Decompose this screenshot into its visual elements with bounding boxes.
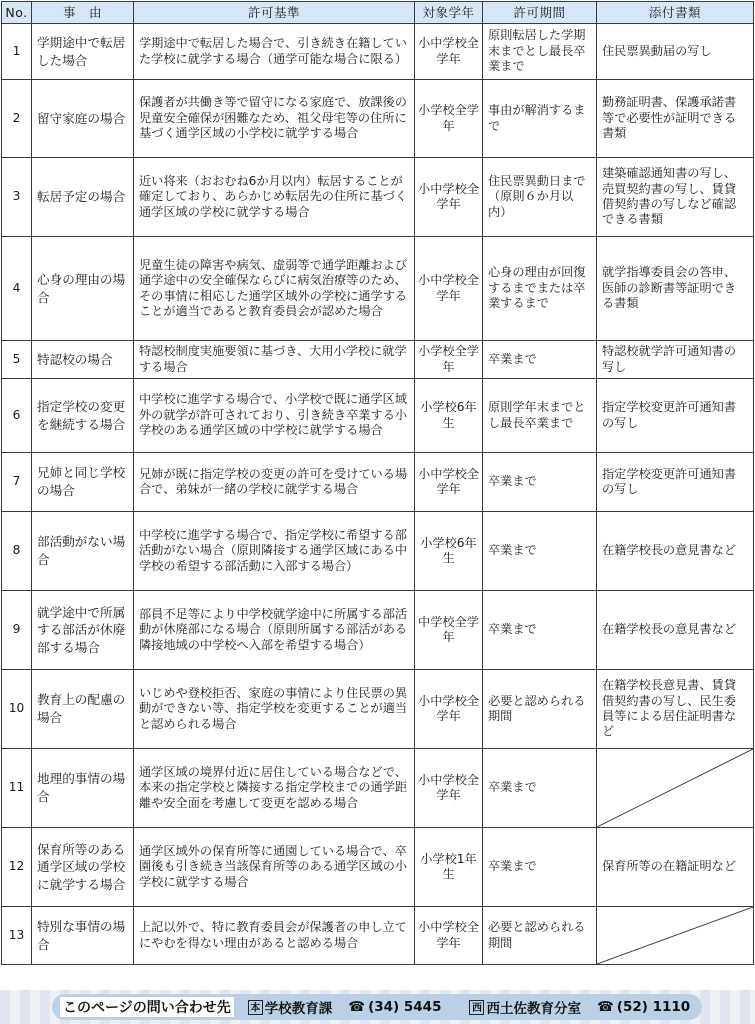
row-period: 心身の理由が回復するまでまたは卒業するまで [483, 237, 597, 341]
contact-phone-2 [597, 999, 690, 1015]
header-criteria: 許可基準 [134, 2, 415, 24]
row-grade: 小中学校全学年 [415, 749, 483, 828]
row-grade: 小中学校全学年 [415, 237, 483, 341]
header-grade: 対象学年 [415, 2, 483, 24]
row-period: 原則転居した学期末までとし最長卒業まで [483, 24, 597, 80]
row-no: 5 [2, 341, 32, 379]
row-docs: 在籍学校長の意見書など [597, 591, 754, 670]
row-no: 11 [2, 749, 32, 828]
row-period: 卒業まで [483, 453, 597, 512]
table-row [2, 591, 754, 670]
row-docs: 勤務証明書、保護承諾書等で必要性が証明できる書類 [597, 80, 754, 158]
row-grade: 小学校全学年 [415, 80, 483, 158]
dept-seal-icon: 西 [469, 1000, 484, 1015]
contact-phone-1 [348, 999, 441, 1015]
dept-name: 学校教育課 [264, 1001, 333, 1017]
table-row [2, 24, 754, 80]
row-reason: 教育上の配慮の場合 [32, 670, 134, 749]
row-no: 4 [2, 237, 32, 341]
row-docs-empty [597, 907, 754, 965]
permission-table [1, 1, 754, 965]
row-no: 1 [2, 24, 32, 80]
contact-title: このページの問い合わせ先 [60, 997, 234, 1017]
row-grade: 小学校6年生 [415, 512, 483, 591]
row-docs: 指定学校変更許可通知書の写し [597, 453, 754, 512]
table-row [2, 158, 754, 237]
row-reason: 留守家庭の場合 [32, 80, 134, 158]
row-no: 9 [2, 591, 32, 670]
row-period: 原則学年末までとし最長卒業まで [483, 379, 597, 453]
row-no: 6 [2, 379, 32, 453]
header-no: No. [2, 2, 32, 24]
diagonal-line [597, 749, 753, 827]
row-reason: 特認校の場合 [32, 341, 134, 379]
row-docs: 特認校就学許可通知書の写し [597, 341, 754, 379]
row-criteria: 部員不足等により中学校就学途中に所属する部活動が休廃部になる場合（原則所属する部活がある隣接地域の中学校へ入部を希望する場合） [134, 591, 415, 670]
row-reason: 学期途中で転居した場合 [32, 24, 134, 80]
row-criteria: 近い将来（おおむね6か月以内）転居することが確定しており、あらかじめ転居先の住所に基づく通学区域の学校に就学する場合 [134, 158, 415, 237]
table-row [2, 341, 754, 379]
table-row [2, 670, 754, 749]
row-grade: 小中学校全学年 [415, 453, 483, 512]
table-row [2, 749, 754, 828]
diagonal-line [597, 907, 753, 964]
row-docs: 指定学校変更許可通知書の写し [597, 379, 754, 453]
row-criteria: 保護者が共働き等で留守になる家庭で、放課後の児童安全確保が困難なため、祖父母宅等の住所に基づく通学区域の小学校に就学する場合 [134, 80, 415, 158]
row-grade: 小学校6年生 [415, 379, 483, 453]
table-row [2, 828, 754, 907]
row-grade: 中学校全学年 [415, 591, 483, 670]
dept-seal-icon: 本 [248, 1000, 263, 1015]
row-docs-empty [597, 749, 754, 828]
row-no: 12 [2, 828, 32, 907]
table-row [2, 453, 754, 512]
row-docs: 住民票異動届の写し [597, 24, 754, 80]
header-reason: 事 由 [32, 2, 134, 24]
row-criteria: 児童生徒の障害や病気、虚弱等で通学距離および通学途中の安全確保ならびに病気治療等のため、その事情に相応した通学区域外の学校に通学することが適当であると教育委員会が認めた場合 [134, 237, 415, 341]
row-docs: 在籍学校長の意見書など [597, 512, 754, 591]
phone-icon: ☎ [348, 999, 366, 1015]
row-grade: 小学校1年生 [415, 828, 483, 907]
dept-name: 西土佐教育分室 [486, 1001, 581, 1017]
row-grade: 小中学校全学年 [415, 907, 483, 965]
header-period: 許可期間 [483, 2, 597, 24]
table-row [2, 379, 754, 453]
contact-bar [52, 994, 702, 1020]
row-criteria: 上記以外で、特に教育委員会が保護者の申し立てにやむを得ない理由があると認める場合 [134, 907, 415, 965]
row-criteria: 中学校に進学する場合で、小学校で既に通学区域外の就学が許可されており、引き続き卒業する小学校のある通学区域の中学校に就学する場合 [134, 379, 415, 453]
row-reason: 兄姉と同じ学校の場合 [32, 453, 134, 512]
table-row [2, 80, 754, 158]
row-docs: 就学指導委員会の答申、医師の診断書等証明できる書類 [597, 237, 754, 341]
row-criteria: いじめや登校拒否、家庭の事情により住民票の異動ができない等、指定学校を変更することが適当と認められる場合 [134, 670, 415, 749]
row-reason: 転居予定の場合 [32, 158, 134, 237]
row-period: 卒業まで [483, 749, 597, 828]
row-docs: 建築確認通知書の写し、売買契約書の写し、賃貸借契約書の写しなど確認できる書類 [597, 158, 754, 237]
contact-dept-nishitosa [469, 997, 581, 1017]
row-criteria: 通学区域外の保育所等に通園している場合で、卒園後も引き続き当該保育所等のある通学区域の小学校に就学する場合 [134, 828, 415, 907]
row-period: 必要と認められる期間 [483, 907, 597, 965]
contact-dept-school-education [248, 997, 333, 1017]
table-row [2, 907, 754, 965]
row-period: 必要と認められる期間 [483, 670, 597, 749]
row-period: 卒業まで [483, 341, 597, 379]
row-grade: 小中学校全学年 [415, 670, 483, 749]
row-reason: 地理的事情の場合 [32, 749, 134, 828]
row-criteria: 通学区域の境界付近に居住している場合などで、本来の指定学校と隣接する指定学校までの通学距離や安全面を考慮して変更を認める場合 [134, 749, 415, 828]
row-reason: 指定学校の変更を継続する場合 [32, 379, 134, 453]
row-no: 2 [2, 80, 32, 158]
table-header-row [2, 2, 754, 24]
row-reason: 保育所等のある通学区域の学校に就学する場合 [32, 828, 134, 907]
row-period: 卒業まで [483, 828, 597, 907]
row-criteria: 学期途中で転居した場合で、引き続き在籍していた学校に就学する場合（通学可能な場合に限る） [134, 24, 415, 80]
row-period: 卒業まで [483, 591, 597, 670]
row-period: 住民票異動日まで（原則６か月以内） [483, 158, 597, 237]
row-grade: 小中学校全学年 [415, 24, 483, 80]
row-criteria: 中学校に進学する場合で、指定学校に希望する部活動がない場合（原則隣接する通学区域にある中学校の希望する部活動に入部する場合） [134, 512, 415, 591]
row-docs: 保育所等の在籍証明など [597, 828, 754, 907]
row-no: 10 [2, 670, 32, 749]
contact-footer [0, 990, 755, 1024]
row-no: 8 [2, 512, 32, 591]
phone-icon: ☎ [596, 999, 614, 1015]
row-grade: 小中学校全学年 [415, 158, 483, 237]
phone-number: (52) 1110 [616, 999, 691, 1015]
row-reason: 部活動がない場合 [32, 512, 134, 591]
table-row [2, 512, 754, 591]
row-period: 事由が解消するまで [483, 80, 597, 158]
row-reason: 就学途中で所属する部活が休廃部する場合 [32, 591, 134, 670]
row-criteria: 兄姉が既に指定学校の変更の許可を受けている場合で、弟妹が一緒の学校に就学する場合 [134, 453, 415, 512]
row-period: 卒業まで [483, 512, 597, 591]
row-criteria: 特認校制度実施要領に基づき、大用小学校に就学する場合 [134, 341, 415, 379]
row-reason: 特別な事情の場合 [32, 907, 134, 965]
row-no: 13 [2, 907, 32, 965]
header-docs: 添付書類 [597, 2, 754, 24]
row-no: 3 [2, 158, 32, 237]
row-docs: 在籍学校長意見書、賃貸借契約書の写し、民生委員等による居住証明書など [597, 670, 754, 749]
table-row [2, 237, 754, 341]
row-reason: 心身の理由の場合 [32, 237, 134, 341]
row-no: 7 [2, 453, 32, 512]
phone-number: (34) 5445 [368, 999, 442, 1015]
row-grade: 小学校全学年 [415, 341, 483, 379]
